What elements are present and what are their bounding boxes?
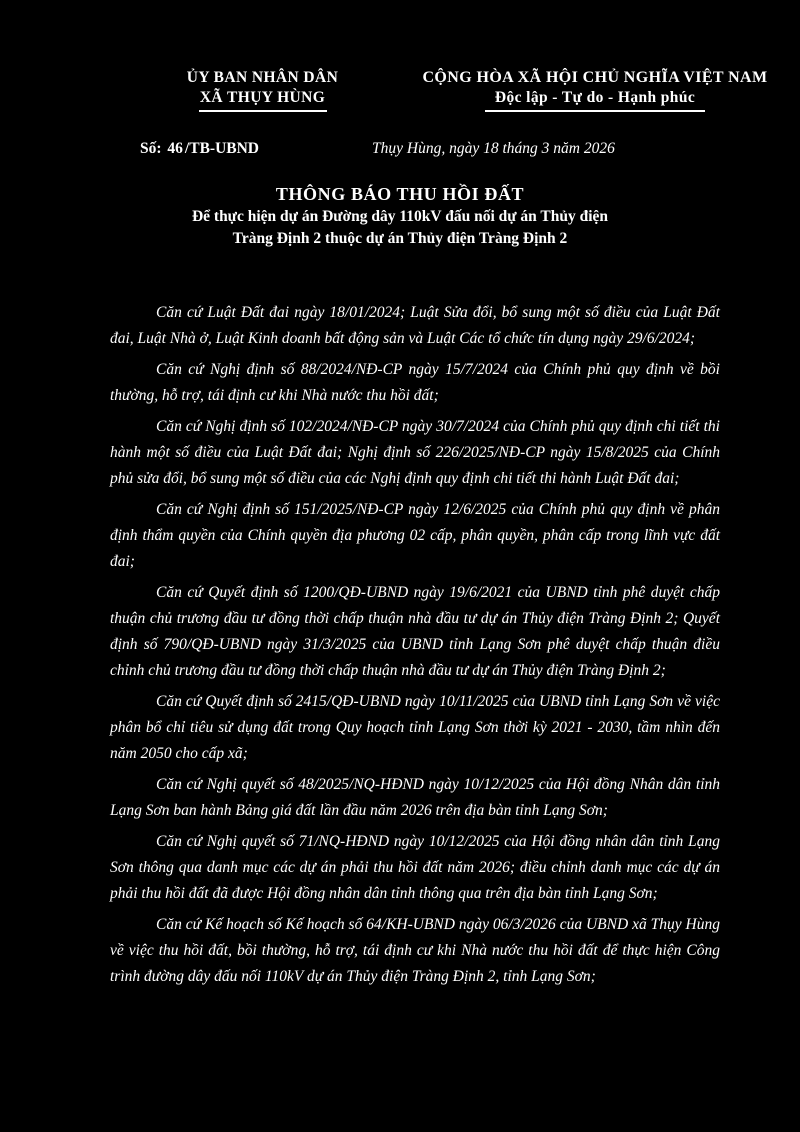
issuing-authority-line1: ỦY BAN NHÂN DÂN bbox=[186, 69, 339, 86]
issuing-authority-block bbox=[110, 68, 415, 112]
paragraph: Căn cứ Kế hoạch số Kế hoạch số 64/KH-UBND ngày 06/3/2026 của UBND xã Thụy Hùng về việc thu hồi đất, bồi thường, hỗ trợ, tái định cư khi Nhà nước thu hồi đất để thực hiện Công trình đường dây đấu nối 110kV dự án Thủy điện Tràng Định 2, tỉnh Lạng Sơn; bbox=[110, 916, 720, 985]
paragraph: Căn cứ Nghị định số 151/2025/NĐ-CP ngày 12/6/2025 của Chính phủ quy định về phân định thẩm quyền của Chính quyền địa phương 02 cấp, phân quyền, phân cấp trong lĩnh vực đất đai; bbox=[110, 501, 720, 570]
document-meta-row bbox=[0, 140, 800, 166]
paragraph: Căn cứ Quyết định số 2415/QĐ-UBND ngày 10/11/2025 của UBND tỉnh Lạng Sơn về việc phân bổ chỉ tiêu sử dụng đất trong Quy hoạch tỉnh Lạng Sơn thời kỳ 2021 - 2030, tầm nhìn đến năm 2050 cho cấp xã; bbox=[110, 693, 720, 762]
paragraph: Căn cứ Quyết định số 1200/QĐ-UBND ngày 19/6/2021 của UBND tỉnh phê duyệt chấp thuận chủ trương đầu tư đồng thời chấp thuận nhà đầu tư dự án Thủy điện Tràng Định 2; Quyết định số 790/QĐ-UBND ngày 31/3/2025 của UBND tỉnh Lạng Sơn phê duyệt chấp thuận điều chỉnh chủ trương đầu tư đồng thời chấp thuận nhà đầu tư dự án Thủy điện Tràng Định 2; bbox=[110, 584, 720, 679]
document-header bbox=[0, 68, 800, 112]
document-subtitle-line2: Tràng Định 2 thuộc dự án Thủy điện Tràng Định 2 bbox=[232, 230, 568, 247]
paragraph: Căn cứ Nghị định số 88/2024/NĐ-CP ngày 15/7/2024 của Chính phủ quy định về bồi thường, hỗ trợ, tái định cư khi Nhà nước thu hồi đất; bbox=[110, 361, 720, 404]
document-number-suffix: /TB-UBND bbox=[184, 140, 259, 157]
document-number bbox=[140, 140, 259, 158]
paragraph: Căn cứ Luật Đất đai ngày 18/01/2024; Luật Sửa đổi, bổ sung một số điều của Luật Đất đai, Luật Nhà ở, Luật Kinh doanh bất động sản và Luật Các tổ chức tín dụng ngày 29/6/2024; bbox=[110, 304, 720, 347]
title-block bbox=[0, 182, 800, 250]
header-right-divider bbox=[485, 110, 705, 112]
page-title: THÔNG BÁO THU HỒI ĐẤT bbox=[275, 184, 525, 204]
document-number-value: 46 bbox=[167, 140, 183, 157]
national-title: CỘNG HÒA XÃ HỘI CHỦ NGHĨA VIỆT NAM bbox=[422, 69, 768, 86]
document-body bbox=[110, 300, 720, 995]
document-number-label: Số: bbox=[140, 140, 162, 157]
header-left-divider bbox=[199, 110, 327, 112]
issuing-authority-line2: XÃ THỤY HÙNG bbox=[199, 89, 326, 106]
paragraph: Căn cứ Nghị định số 102/2024/NĐ-CP ngày 30/7/2024 của Chính phủ quy định chi tiết thi hành một số điều của Luật Đất đai; Nghị định số 226/2025/NĐ-CP ngày 15/8/2025 của Chính phủ sửa đổi, bổ sung một số điều của các Nghị định quy định chi tiết thi hành Luật Đất đai; bbox=[110, 418, 720, 487]
national-motto: Độc lập - Tự do - Hạnh phúc bbox=[494, 89, 696, 106]
national-motto-block bbox=[415, 68, 775, 112]
paragraph: Căn cứ Nghị quyết số 71/NQ-HĐND ngày 10/12/2025 của Hội đồng nhân dân tỉnh Lạng Sơn thông qua danh mục các dự án phải thu hồi đất năm 2026; điều chỉnh danh mục các dự án phải thu hồi đất đã được Hội đồng nhân dân tỉnh thông qua trên địa bàn tỉnh Lạng Sơn; bbox=[110, 833, 720, 902]
document-subtitle-line1: Để thực hiện dự án Đường dây 110kV đấu nối dự án Thủy điện bbox=[191, 208, 609, 225]
paragraph: Căn cứ Nghị quyết số 48/2025/NQ-HĐND ngày 10/12/2025 của Hội đồng Nhân dân tỉnh Lạng Sơn ban hành Bảng giá đất lần đầu năm 2026 trên địa bàn tỉnh Lạng Sơn; bbox=[110, 776, 720, 819]
place-and-date: Thụy Hùng, ngày 18 tháng 3 năm 2026 bbox=[372, 140, 615, 157]
